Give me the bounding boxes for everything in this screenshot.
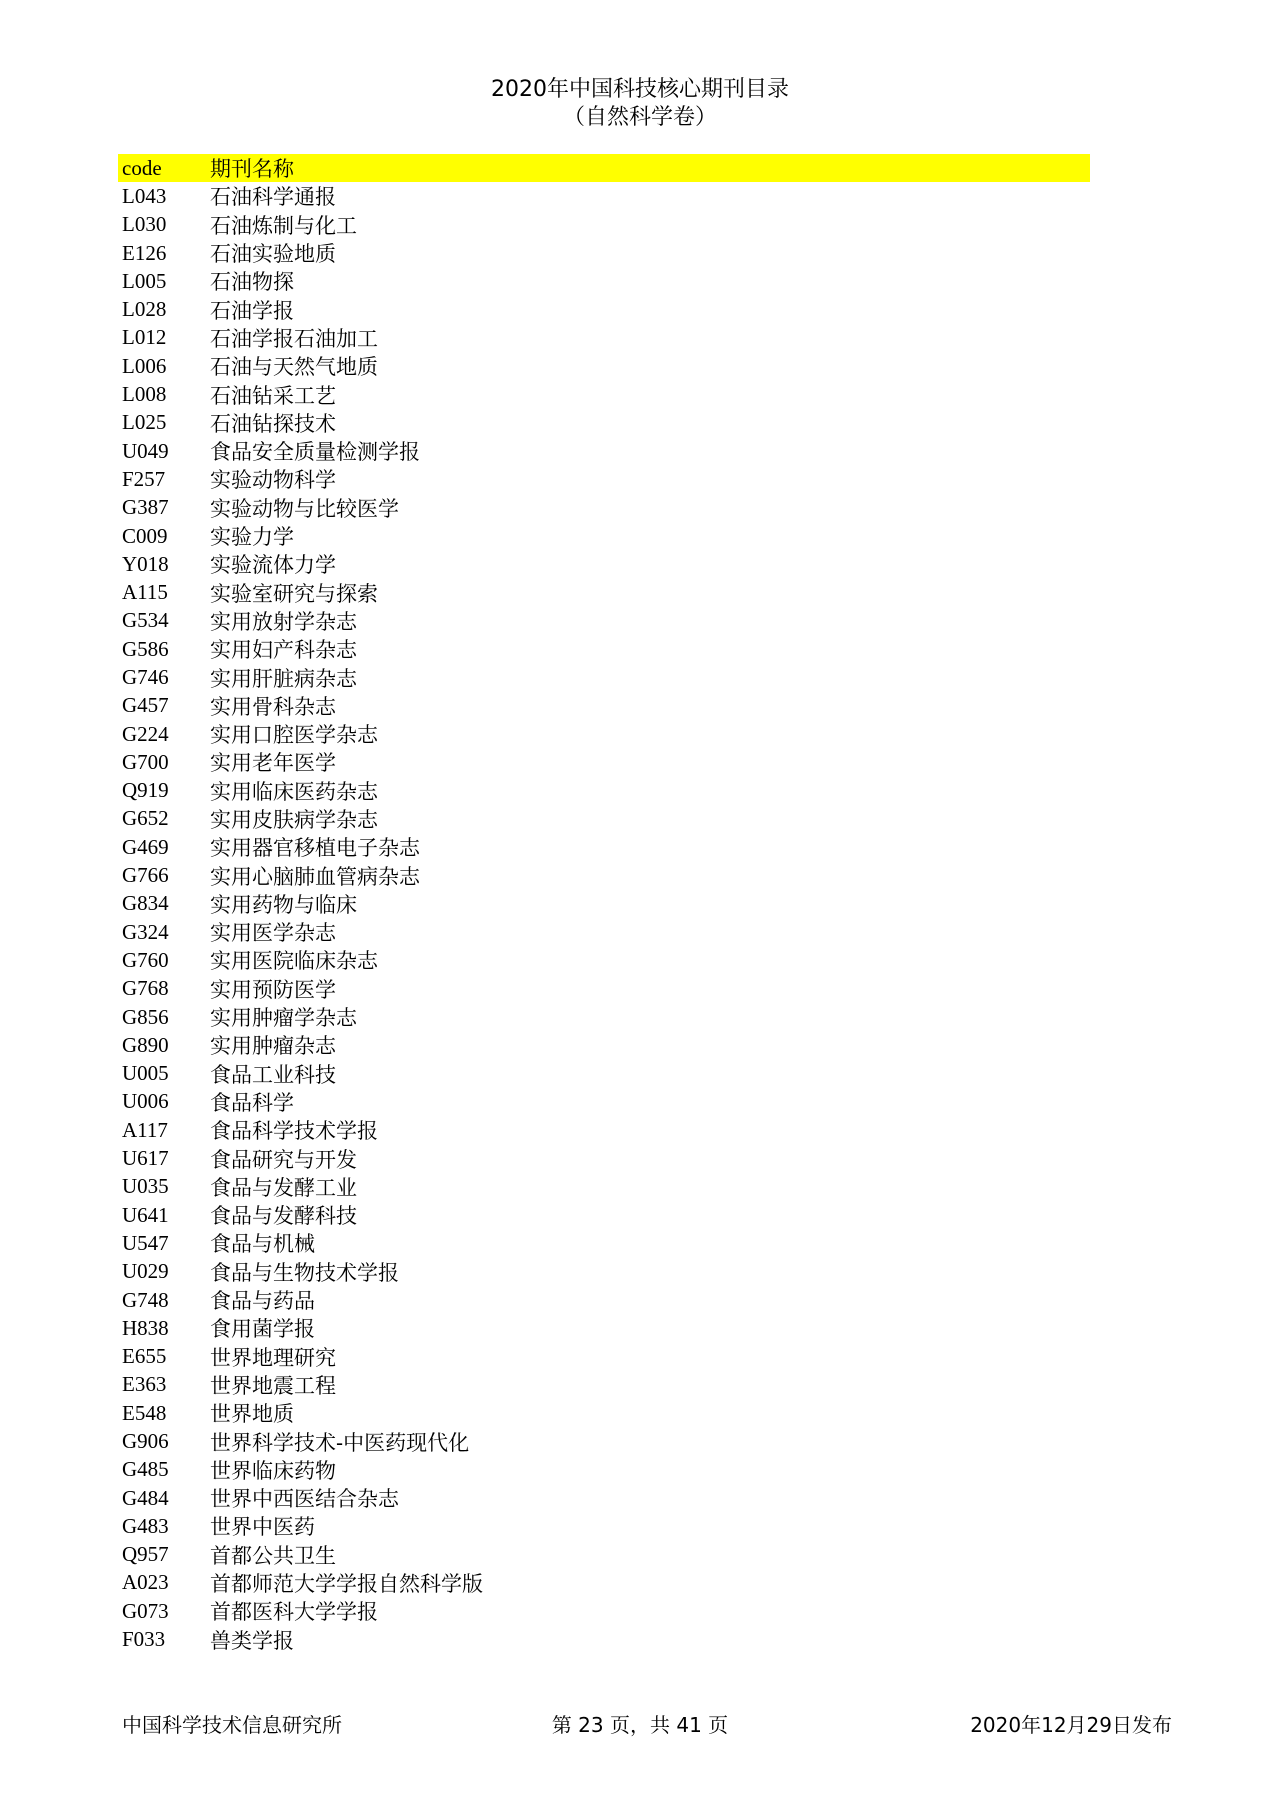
table-row [118, 1144, 1090, 1172]
footer-page-number: 第 23 页，共 41 页 [551, 1713, 729, 1737]
journal-code: E363 [122, 1372, 167, 1397]
journal-code: G457 [122, 693, 169, 718]
journal-name: 石油学报石油加工 [210, 326, 378, 351]
journal-name: 实用骨科杂志 [210, 694, 336, 719]
table-row [118, 777, 1090, 805]
journal-name: 石油科学通报 [210, 185, 336, 210]
table-row [118, 211, 1090, 239]
journal-code: G484 [122, 1485, 169, 1510]
journal-name: 石油与天然气地质 [210, 355, 378, 380]
table-row [118, 1512, 1090, 1540]
table-row [118, 465, 1090, 493]
table-row [118, 1116, 1090, 1144]
table-row [118, 1541, 1090, 1569]
journal-code: A115 [122, 580, 168, 605]
table-row [118, 833, 1090, 861]
journal-code: A023 [122, 1570, 169, 1595]
table-row [118, 1597, 1090, 1625]
journal-code: Q957 [122, 1542, 169, 1567]
journal-name: 实用医院临床杂志 [210, 949, 378, 974]
journal-name: 实用器官移植电子杂志 [210, 836, 420, 861]
journal-code: G766 [122, 863, 169, 888]
journal-code: G485 [122, 1457, 169, 1482]
table-row [118, 663, 1090, 691]
journal-name: 世界临床药物 [210, 1458, 336, 1483]
table-row [118, 1314, 1090, 1342]
journal-name: 实用妇产科杂志 [210, 638, 357, 663]
journal-name: 食品与发酵工业 [210, 1175, 357, 1200]
journal-code: G906 [122, 1429, 169, 1453]
table-row [118, 437, 1090, 465]
journal-code: U547 [122, 1230, 169, 1255]
journal-code: L028 [122, 297, 167, 322]
table-row [118, 1456, 1090, 1484]
journal-code: Q919 [122, 778, 169, 803]
journal-name: 世界科学技术-中医药现代化 [210, 1430, 470, 1455]
journal-code: U029 [122, 1259, 169, 1284]
journal-name: 实验室研究与探索 [210, 581, 378, 606]
table-row [118, 1229, 1090, 1257]
table-row [118, 607, 1090, 635]
journal-name: 实用医学杂志 [210, 921, 336, 946]
journal-table [118, 154, 1090, 1654]
table-row [118, 409, 1090, 437]
journal-name: 实验流体力学 [210, 553, 336, 578]
table-row [118, 1569, 1090, 1597]
table-body [118, 182, 1090, 1653]
journal-code: U641 [122, 1202, 169, 1227]
journal-name: 实验力学 [210, 525, 294, 550]
journal-name: 实用临床医药杂志 [210, 779, 378, 804]
journal-code: U006 [122, 1089, 169, 1114]
table-row [118, 890, 1090, 918]
journal-code: A117 [122, 1117, 168, 1142]
journal-code: Y018 [122, 551, 169, 576]
journal-code: F033 [122, 1627, 166, 1652]
table-row [118, 1427, 1090, 1455]
journal-code: U617 [122, 1146, 169, 1171]
journal-name: 实用心脑肺血管病杂志 [210, 864, 420, 889]
journal-name: 世界中医药 [210, 1515, 315, 1540]
journal-name: 世界中西医结合杂志 [210, 1487, 399, 1512]
journal-name: 食品与药品 [210, 1289, 315, 1314]
table-row [118, 635, 1090, 663]
journal-code: U049 [122, 438, 169, 463]
journal-name: 首都医科大学学报 [210, 1600, 378, 1625]
table-row [118, 720, 1090, 748]
table-row [118, 861, 1090, 889]
page-subtitle: （自然科学卷） [562, 105, 717, 130]
journal-name: 首都师范大学学报自然科学版 [210, 1572, 483, 1596]
table-row [118, 1342, 1090, 1370]
journal-code: L005 [122, 268, 167, 293]
journal-code: G748 [122, 1287, 169, 1312]
footer-date: 2020年12月29日发布 [970, 1713, 1172, 1737]
journal-name: 实验动物与比较医学 [210, 496, 399, 521]
journal-name: 石油学报 [210, 298, 294, 323]
journal-name: 食品与机械 [210, 1232, 315, 1257]
journal-name: 食品科学 [210, 1090, 294, 1115]
table-row [118, 1003, 1090, 1031]
journal-code: L006 [122, 353, 167, 378]
journal-code: L008 [122, 382, 167, 407]
header-code: code [122, 155, 162, 180]
journal-code: F257 [122, 466, 166, 491]
journal-name: 实用肿瘤学杂志 [210, 1006, 357, 1031]
table-header-row [118, 154, 1090, 182]
journal-name: 食品安全质量检测学报 [210, 440, 420, 465]
journal-code: C009 [122, 523, 168, 548]
journal-code: L012 [122, 325, 167, 350]
journal-name: 实用肝脏病杂志 [210, 666, 357, 691]
journal-name: 实验动物科学 [210, 468, 336, 493]
journal-name: 实用预防医学 [210, 977, 336, 1002]
journal-name: 食品研究与开发 [210, 1147, 357, 1172]
journal-code: U005 [122, 1061, 169, 1086]
table-row [118, 1286, 1090, 1314]
journal-name: 石油实验地质 [210, 242, 336, 267]
table-row [118, 1258, 1090, 1286]
journal-name: 实用药物与临床 [210, 892, 357, 917]
journal-code: G856 [122, 1004, 169, 1029]
journal-code: G760 [122, 947, 169, 972]
journal-name: 食品与发酵科技 [210, 1204, 357, 1229]
table-row [118, 239, 1090, 267]
page-title: 2020年中国科技核心期刊目录 [491, 77, 789, 102]
table-row [118, 748, 1090, 776]
table-row [118, 324, 1090, 352]
journal-name: 世界地质 [210, 1402, 294, 1427]
journal-name: 食品科学技术学报 [210, 1119, 378, 1144]
table-row [118, 182, 1090, 210]
journal-code: G700 [122, 749, 169, 774]
journal-code: U035 [122, 1174, 169, 1199]
journal-code: G890 [122, 1032, 169, 1057]
journal-code: G534 [122, 608, 169, 633]
journal-code: E548 [122, 1400, 167, 1425]
journal-code: L025 [122, 410, 167, 435]
table-row [118, 1625, 1090, 1653]
header-name: 期刊名称 [210, 157, 294, 182]
table-row [118, 918, 1090, 946]
table-row [118, 1371, 1090, 1399]
table-row [118, 1060, 1090, 1088]
journal-name: 首都公共卫生 [210, 1543, 336, 1568]
table-row [118, 975, 1090, 1003]
table-row [118, 522, 1090, 550]
journal-name: 实用放射学杂志 [210, 609, 357, 634]
table-row [118, 1399, 1090, 1427]
journal-code: G652 [122, 806, 169, 831]
journal-code: G387 [122, 495, 169, 520]
table-row [118, 352, 1090, 380]
table-row [118, 295, 1090, 323]
table-row [118, 380, 1090, 408]
journal-name: 食用菌学报 [210, 1317, 315, 1342]
journal-name: 食品与生物技术学报 [210, 1260, 399, 1285]
journal-code: G324 [122, 919, 169, 944]
journal-name: 实用皮肤病学杂志 [210, 807, 378, 832]
footer-publisher: 中国科学技术信息研究所 [122, 1713, 342, 1737]
journal-name: 石油物探 [210, 270, 294, 295]
journal-code: G469 [122, 834, 169, 859]
table-row [118, 578, 1090, 606]
table-row [118, 494, 1090, 522]
journal-code: L030 [122, 212, 167, 237]
journal-name: 实用口腔医学杂志 [210, 723, 378, 748]
journal-code: G586 [122, 636, 169, 661]
table-row [118, 946, 1090, 974]
journal-code: L043 [122, 183, 167, 208]
table-row [118, 692, 1090, 720]
journal-name: 石油钻探技术 [210, 411, 336, 436]
journal-name: 兽类学报 [210, 1628, 294, 1653]
journal-name: 石油炼制与化工 [210, 213, 357, 238]
table-row [118, 1201, 1090, 1229]
journal-code: G768 [122, 976, 169, 1001]
journal-code: G073 [122, 1598, 169, 1623]
table-row [118, 550, 1090, 578]
table-row [118, 1484, 1090, 1512]
table-row [118, 805, 1090, 833]
journal-code: G746 [122, 664, 169, 689]
journal-name: 石油钻采工艺 [210, 383, 336, 408]
journal-code: H838 [122, 1315, 169, 1340]
journal-code: E126 [122, 240, 167, 265]
journal-code: E655 [122, 1344, 167, 1369]
journal-code: G483 [122, 1513, 169, 1538]
journal-code: G834 [122, 891, 169, 916]
journal-name: 世界地震工程 [210, 1373, 336, 1398]
table-row [118, 1031, 1090, 1059]
journal-name: 食品工业科技 [210, 1062, 336, 1087]
table-row [118, 267, 1090, 295]
table-row [118, 1173, 1090, 1201]
journal-name: 实用肿瘤杂志 [210, 1034, 336, 1059]
table-row [118, 1088, 1090, 1116]
journal-name: 实用老年医学 [210, 751, 336, 776]
journal-code: G224 [122, 721, 169, 746]
journal-name: 世界地理研究 [210, 1345, 336, 1370]
